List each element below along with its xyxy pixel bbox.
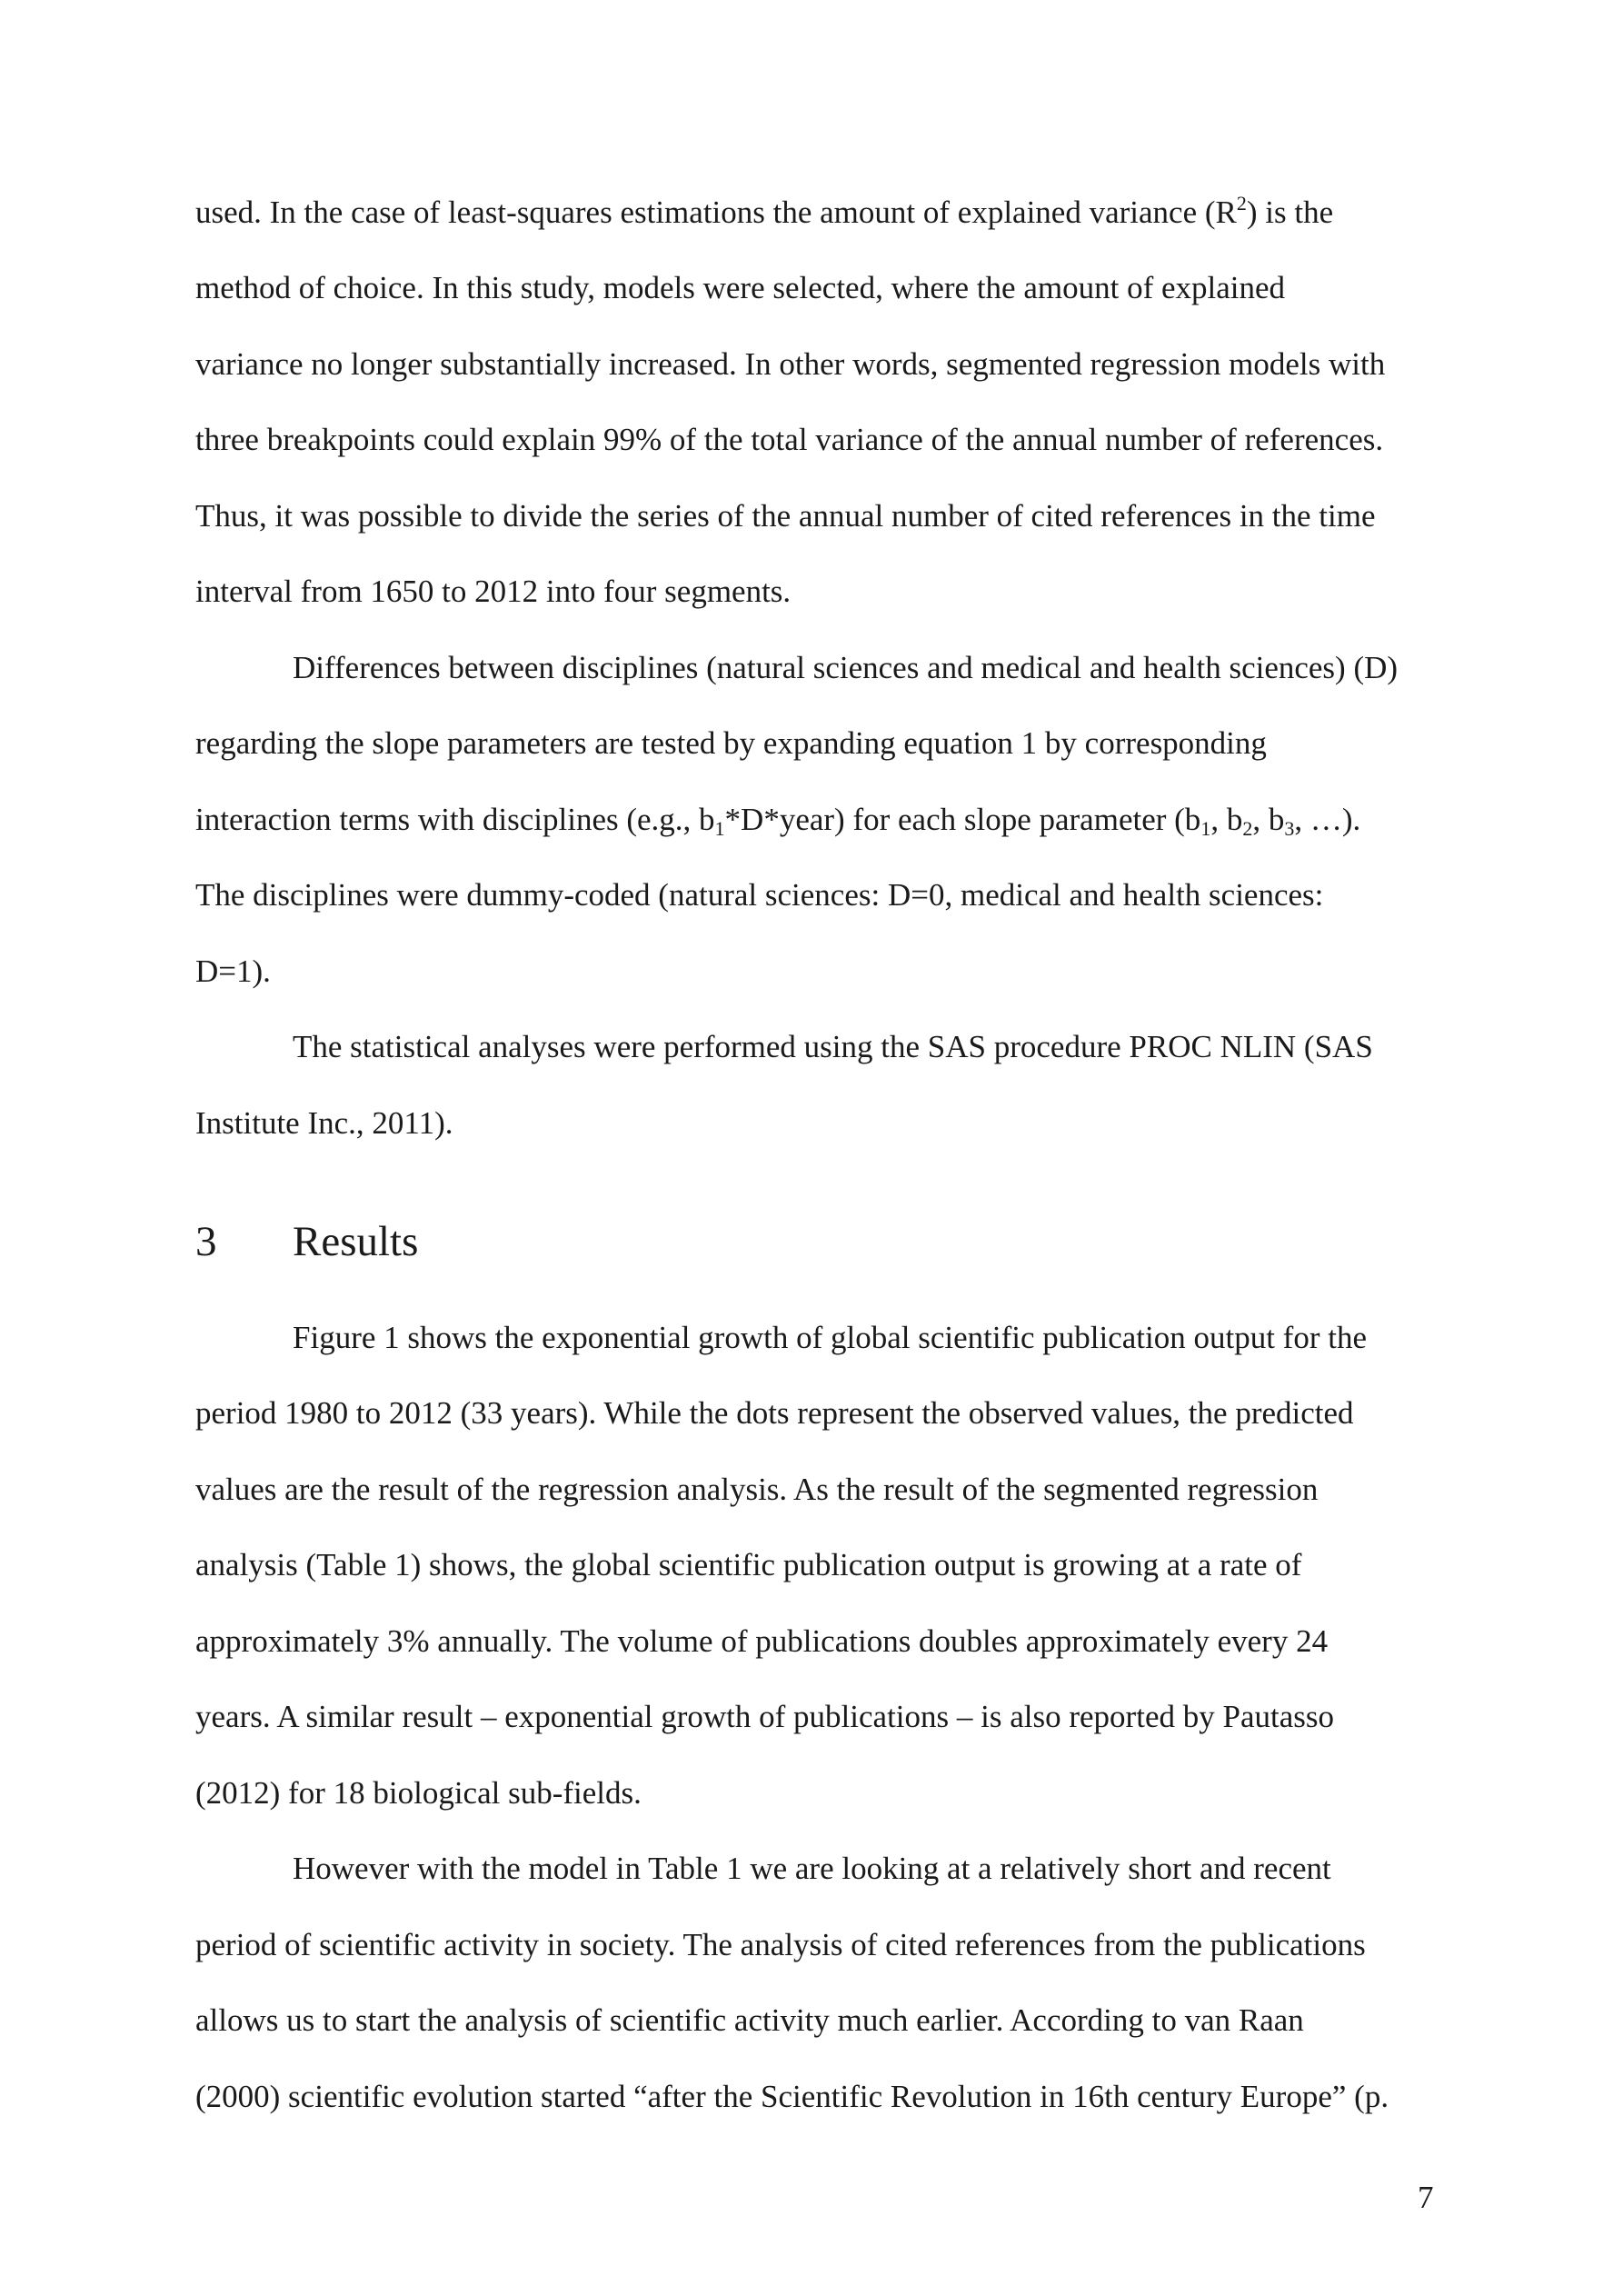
text-line: The disciplines were dummy-coded (natural sciences: D=0, medical and health sciences: xyxy=(195,877,1324,913)
text-line: However with the model in Table 1 we are looking at a relatively short and recent xyxy=(293,1851,1331,1886)
text-line: variance no longer substantially increased. In other words, segmented regression models with xyxy=(195,346,1386,382)
text-line: Institute Inc., 2011). xyxy=(195,1105,453,1141)
text-line: interval from 1650 to 2012 into four segments. xyxy=(195,574,792,609)
text-line: Figure 1 shows the exponential growth of global scientific publication output for the xyxy=(293,1320,1367,1355)
text-line: analysis (Table 1) shows, the global scientific publication output is growing at a rate of xyxy=(195,1547,1302,1582)
text-line: three breakpoints could explain 99% of the total variance of the annual number of references. xyxy=(195,422,1384,457)
text-line: (2012) for 18 biological sub-fields. xyxy=(195,1775,642,1811)
page-number: 7 xyxy=(1418,2180,1434,2215)
text-line: values are the result of the regression analysis. As the result of the segmented regression xyxy=(195,1472,1319,1507)
text-line: interaction terms with disciplines (e.g., $b_1*D*year$) for each slope parameter ($b_1$, $b_2$, $b_3$, …). xyxy=(195,802,1361,840)
text-line: D=1). xyxy=(195,953,271,989)
text-line: The statistical analyses were performed using the SAS procedure PROC NLIN (SAS xyxy=(293,1029,1373,1064)
section-number: 3 xyxy=(195,1218,217,1265)
text-line: method of choice. In this study, models were selected, where the amount of explained xyxy=(195,270,1286,305)
text-line: allows us to start the analysis of scientific activity much earlier. According to van Raan xyxy=(195,2002,1304,2038)
text-line: Thus, it was possible to divide the series of the annual number of cited references in the time xyxy=(195,498,1376,534)
section-title: Results xyxy=(293,1218,419,1265)
text-line: regarding the slope parameters are tested by expanding equation 1 by corresponding xyxy=(195,725,1267,761)
text-line: period of scientific activity in society. The analysis of cited references from the publications xyxy=(195,1927,1366,1962)
text-line: Differences between disciplines (natural sciences and medical and health sciences) (D) xyxy=(293,650,1399,685)
text-line: approximately 3% annually. The volume of publications doubles approximately every 24 xyxy=(195,1623,1329,1659)
text-line: (2000) scientific evolution started “after the Scientific Revolution in 16th century Europe” (p. xyxy=(195,2079,1389,2114)
text-line: period 1980 to 2012 (33 years). While the dots represent the observed values, the predicted xyxy=(195,1395,1354,1431)
text-line: years. A similar result – exponential growth of publications – is also reported by Pautasso xyxy=(195,1699,1334,1734)
text-line: used. In the case of least-squares estimations the amount of explained variance $(R^2)$ is the xyxy=(195,192,1334,230)
